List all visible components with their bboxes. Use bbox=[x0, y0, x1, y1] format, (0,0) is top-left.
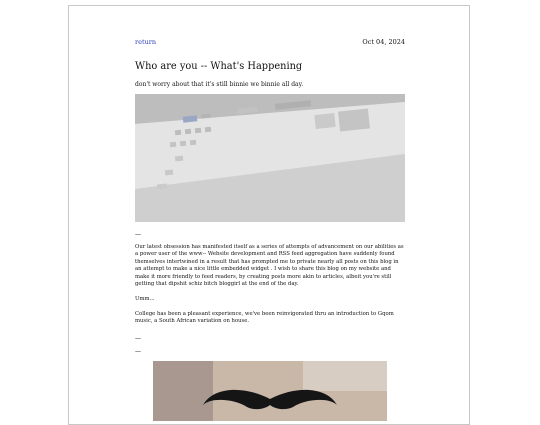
separator-3: — bbox=[135, 348, 141, 355]
return-link[interactable]: return bbox=[135, 38, 157, 46]
post-subtitle: don't worry about that it's still binnie we binnie all day. bbox=[135, 81, 304, 88]
post-paragraph-3: College has been a pleasant experience, we've been reinvigorated thru an introduction to Gqom music, a South African variation on house. bbox=[135, 311, 394, 325]
laptop-keyboard-photo bbox=[135, 94, 405, 222]
mustache-photo bbox=[153, 361, 387, 421]
post-header-bar bbox=[135, 38, 405, 48]
separator-2: — bbox=[135, 335, 141, 342]
post-paragraph-1: Our latest obsession has manifested itself as a series of attempts of advancement on our abilities as a power user of the www-- Website development and RSS feed aggregation have suddenly found themselves intertwined in a result that has prompted me to private nearly all posts on this blog in an attempt to make a nice little embedded widget . I wish to share this blog on my website and make it more friendly to feed readers, by creating posts more akin to articles, albeit you're still getting that dipshit schiz bitch bloggirl at the end of the day. bbox=[135, 244, 404, 288]
laptop-photo-graphic bbox=[135, 94, 405, 222]
post-title: Who are you -- What's Happening bbox=[135, 61, 303, 72]
post-date: Oct 04, 2024 bbox=[362, 38, 405, 46]
post-paragraph-2: Umm... bbox=[135, 296, 155, 302]
separator-1: — bbox=[135, 231, 141, 238]
mustache-photo-graphic bbox=[153, 361, 387, 421]
